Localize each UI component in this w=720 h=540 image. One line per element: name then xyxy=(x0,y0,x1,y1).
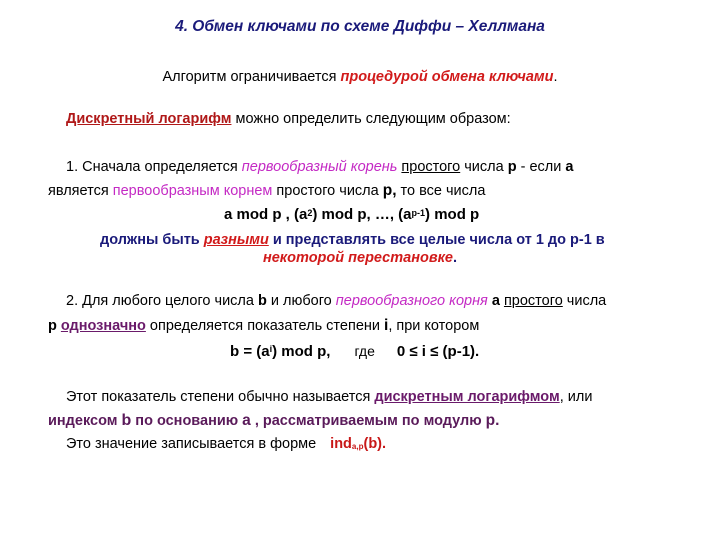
step1-text: и представлять все целые числа от 1 до p-1 в xyxy=(268,232,605,248)
page-title: 4. Обмен ключами по схеме Диффи – Хеллмана xyxy=(175,18,545,35)
formula-part: a mod p , (a xyxy=(224,206,308,223)
step1-var-p: р xyxy=(507,159,517,175)
closing-line3 xyxy=(66,434,386,454)
step1-term-primitive-root: первообразным корнем xyxy=(112,183,273,199)
step2-formula xyxy=(230,341,479,362)
step1-line1 xyxy=(66,157,573,177)
closing-text: по основанию xyxy=(131,413,243,429)
step2-text: числа xyxy=(562,293,607,309)
formula-where: где xyxy=(354,343,375,359)
step2-var-a: а xyxy=(491,293,500,309)
step1-var-a: а xyxy=(565,159,574,175)
formula-exponent: 2 xyxy=(307,208,313,218)
step2-text: определяется показатель степени xyxy=(145,318,385,334)
step1-text: то все числа xyxy=(396,183,486,199)
step1-text: числа xyxy=(460,159,508,175)
closing-text: , рассматриваемым по модулю xyxy=(250,413,486,429)
step2-text: , при котором xyxy=(388,318,480,334)
step1-line5 xyxy=(0,248,720,268)
formula-part: 0 ≤ i ≤ (p-1). xyxy=(396,343,480,360)
index-argument: (b). xyxy=(363,436,387,452)
step1-term-distinct: разными xyxy=(203,232,269,248)
closing-term-index: индексом xyxy=(48,413,122,429)
step1-term-permutation: некоторой перестановке xyxy=(262,250,453,266)
closing-text: Это значение записывается в форме xyxy=(66,436,317,452)
step2-var-i: i xyxy=(384,317,389,334)
step1-term-primitive-root: первообразный корень xyxy=(241,159,398,175)
step2-text: 2. Для любого целого числа xyxy=(66,293,258,309)
step1-term-prime: простого xyxy=(401,159,461,175)
closing-line2 xyxy=(48,411,499,431)
definition-rest: можно определить следующим образом: xyxy=(231,111,511,127)
step2-term-uniquely: однозначно xyxy=(60,318,146,334)
step1-text: - если xyxy=(516,159,566,175)
intro-line xyxy=(0,67,720,87)
formula-part: ) mod p, xyxy=(272,343,331,360)
step1-text: простого числа xyxy=(272,183,383,199)
closing-line1 xyxy=(66,387,592,407)
step1-formula xyxy=(224,205,479,225)
step1-var-p: р, xyxy=(382,182,397,199)
formula-part: ) mod p xyxy=(425,206,480,223)
step1-text: . xyxy=(452,250,458,266)
intro-highlight: процедурой обмена ключами xyxy=(340,69,554,85)
closing-text: , или xyxy=(559,389,593,405)
step2-term-prime: простого xyxy=(503,293,563,309)
step1-line4 xyxy=(100,230,605,250)
formula-exponent: i xyxy=(269,344,273,354)
definition-term: Дискретный логарифм xyxy=(66,111,232,127)
formula-part: b = (a xyxy=(230,343,270,360)
index-subscript: a,p xyxy=(351,442,364,451)
step2-line2 xyxy=(48,316,479,336)
step2-var-p: р xyxy=(48,318,57,334)
closing-text: Этот показатель степени обычно называется xyxy=(66,389,375,405)
closing-var-b: b xyxy=(121,412,132,429)
closing-var-a: а xyxy=(242,412,251,429)
step1-text: должны быть xyxy=(100,232,204,248)
closing-var-p: р. xyxy=(485,412,500,429)
index-notation: ind xyxy=(330,436,352,452)
step1-text: является xyxy=(48,183,113,199)
closing-term-discrete-log: дискретным логарифмом xyxy=(374,389,560,405)
intro-end: . xyxy=(553,69,558,85)
definition-line xyxy=(66,109,511,129)
intro-text: Алгоритм ограничивается xyxy=(162,69,341,85)
formula-exponent: p-1 xyxy=(411,208,426,218)
step2-var-b: b xyxy=(257,293,267,309)
step1-text: 1. Сначала определяется xyxy=(66,159,242,175)
step1-line2 xyxy=(48,181,485,201)
step2-text: и любого xyxy=(266,293,336,309)
step2-line1 xyxy=(66,291,606,311)
step2-term-primitive-root: первообразного корня xyxy=(335,293,488,309)
formula-part: ) mod p, …, (a xyxy=(312,206,412,223)
